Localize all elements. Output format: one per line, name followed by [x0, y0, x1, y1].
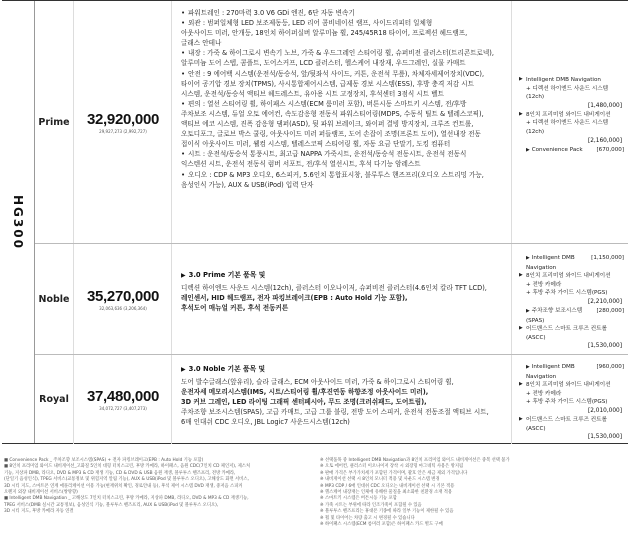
footnote-line: (단일기 음성인식), TPEG 서비스(교통정보 및 위험지역 알림 기능), AUX & USB(iPod 및 블루투스 오디오), 고해상도 화면 서비스,	[4, 477, 249, 483]
triangle-icon: ▶	[526, 256, 530, 261]
model-cell	[2, 1, 35, 443]
footnote-line: TPEG 서비스(DMB 실시간 교통정보), 음성인식 기능, 블루투스 핸즈프리, AUX & USB(iPod 및 블루투스 오디오),	[4, 502, 219, 508]
trim-name: Prime	[35, 1, 74, 243]
option-price: [2,210,000]	[587, 298, 622, 305]
footnote-line: ※ MP3 CDP / 6매 인대쉬 CDC 오디오는 내비게이션 선택 시 기본 적용	[320, 483, 455, 489]
option-label: Intelligent DMB Navigation	[526, 255, 575, 271]
option-item	[519, 416, 624, 433]
feature-line: • 시트 : 운전석/동승석 통풍시트, 최고급 NAPPA 가죽시트, 운전석/동승석 전동시트, 운전석 전동식	[181, 149, 507, 159]
option-label: Intelligent DMB Navigation	[526, 364, 575, 380]
footnote-line: ※ 하이패스 시스템(ECM 룸미러 포함)은 하이패스 카드 별도 구매	[320, 522, 443, 528]
option-item	[519, 85, 624, 102]
footnote-line: 기능, 지상파 DMB, 라디오, DVD & MP3 & CD 재생 기능, CD & DVD & USB 음원 재생, 블루투스 핸즈프리, 전방 카메라,	[4, 470, 236, 476]
footnote-line: ※ 휠 및 타이어는 차량 출고 시 변경될 수 있습니다	[320, 515, 415, 521]
feature-items	[181, 283, 507, 313]
option-item	[519, 254, 624, 272]
option-item	[519, 281, 624, 290]
feature-line: 시스템, 운전석/동승석 액티브 헤드레스트, 유아용 시트 고정장치, 후석센터 3점식 시트 벨트	[181, 89, 444, 98]
feature-line: • 편의 : 열선 스티어링 휠, 하이패스 시스템(ECM 룸미러 포함), 버튼시동 스마트키 시스템, 전/후방	[181, 99, 507, 109]
option-item	[519, 398, 624, 407]
option-label: + 후방 주차 가이드 시스템(PGS)	[526, 399, 608, 406]
option-label: 8인치 프리미엄 와이드 내비게이션	[526, 273, 611, 280]
footnotes-left	[4, 458, 316, 516]
triangle-icon: ▶	[519, 416, 523, 422]
feature-line: 레인센서, HID 헤드램프, 전자 파킹브레이크(EPB : Auto Hold 기능 포함),	[181, 294, 408, 303]
option-price: [1,530,000]	[587, 343, 622, 350]
feature-list	[173, 1, 512, 243]
feature-line: • 내장 : 가죽 & 하이그로시 변속기 노브, 가죽 & 우드그레인 스티어링 휠, 슈퍼비전 클러스터(트리콘트로넥),	[181, 48, 507, 58]
triangle-icon: ▶	[519, 382, 523, 388]
option-label: + 후방 주차 가이드 시스템(PGS)	[526, 290, 608, 297]
feature-line: 후석도어 매뉴얼 커튼, 후석 전동커튼	[181, 304, 289, 313]
price-cell	[75, 244, 172, 354]
option-price: [960,000]	[596, 364, 624, 370]
footnote-line: ■ Intelligent DMB Navigation _ 고해상도 7인치 터치스크린, 후방 카메라, 지상파 DMB, 라디오, DVD & MP3 & CD 재생기능,	[4, 496, 249, 502]
option-item	[519, 363, 624, 381]
option-item	[519, 325, 624, 342]
option-item	[519, 119, 624, 136]
feature-header-text: 3.0 Prime 기본 품목 및	[188, 271, 266, 279]
feature-line: 익스텐션 시트, 운전석 전동식 럼버 서포트, 전/후석 열선시트, 후석 다기능 암레스트	[181, 160, 421, 169]
feature-line: 6매 인대쉬 CDC 오디오, JBL Logic7 사운드시스템(12ch)	[181, 418, 350, 427]
footnotes	[4, 458, 626, 556]
feature-line: 오토디포그, 글로브 박스 쿨링, 아웃사이드 미러 퍼들램프, 도어 손잡이 조명(프론트 도어), 열선내장 전동	[181, 130, 481, 139]
option-item	[519, 111, 624, 120]
option-item	[519, 272, 624, 281]
price-main: 32,920,000	[86, 110, 160, 128]
trim-row-noble	[35, 244, 628, 355]
option-list	[513, 244, 628, 354]
model-name: HG300	[11, 194, 25, 250]
feature-header	[181, 270, 507, 281]
triangle-icon: ▶	[181, 366, 186, 373]
option-label: 어드밴스드 스마트 크루즈 컨트롤(ASCC)	[526, 416, 607, 432]
option-label: 어드밴스드 스마트 크루즈 컨트롤(ASCC)	[526, 326, 607, 341]
option-label: + 전방 카메라	[526, 281, 562, 288]
feature-line: 3D 커브 그레인, LED 라이팅 그래픽 센터페시아, 무드 조명(크러쉬패드, 도어트림),	[181, 398, 427, 407]
feature-list	[173, 244, 512, 354]
triangle-icon: ▶	[519, 273, 523, 279]
feature-items	[181, 377, 507, 427]
option-item	[519, 390, 624, 399]
trim-name: Royal	[35, 355, 74, 444]
option-label: Convenience Pack	[531, 146, 583, 153]
option-label: + 디렉션 하이엔드 사운드 시스템(12ch)	[526, 120, 609, 135]
price-cell	[75, 355, 172, 444]
triangle-icon: ▶	[181, 272, 186, 279]
option-price: [280,000]	[596, 307, 624, 314]
feature-line: 주차보조 시스템, 듀얼 오토 에어컨, 속도감응형 전동식 파워스티어링(MDPS, 수동식 틸트 & 텔레스코픽),	[181, 109, 484, 118]
option-item	[519, 307, 624, 325]
feature-line: 알루미늄 도어 스텝, 콤플트, 도어스커프, LCD 클러스터, 헬스케어 내장재, 우드그레인, 실물 카매트	[181, 59, 466, 68]
price-main: 37,480,000	[86, 388, 160, 405]
option-label: 8인치 프리미엄 와이드 내비게이션	[526, 382, 611, 389]
feature-line: 타이어 공기압 경보 장치(TPMS), 사시통합제어시스템, 급제동 경보 시스템(ESS), 후방 충격 저감 시트	[181, 79, 474, 88]
feature-line: • 안전 : 9 에어백 시스템(운전석/동승석, 앞/뒷좌석 사이드, 커튼, 운전석 무릎), 차체자세제어장치(VDC),	[181, 69, 507, 79]
triangle-icon: ▶	[526, 365, 530, 370]
feature-line: 음성인식 가능), AUX & USB(iPod) 입력 단자	[181, 180, 314, 189]
triangle-icon: ▶	[519, 77, 523, 82]
option-price: [670,000]	[596, 146, 624, 153]
price-table	[2, 0, 628, 444]
footnotes-right	[320, 458, 626, 528]
footnote-line: ■ 8인치 프리미엄 와이드 내비게이션_고화질 5인치 대형 터치스크린, 후방 카메라, 하이패스, 음원 CDC(7인치 CD 체인저), 제스처	[4, 464, 251, 470]
footnote-line: 3D 시티 지도, 스마트폰 연계 애플리케이션 이용 가능(현재위치 확인, 경로안내 등), 후석 제어 시스템 DVD 재생, 중저음 스피커	[4, 483, 243, 489]
triangle-icon: ▶	[526, 147, 530, 153]
triangle-icon: ▶	[519, 111, 523, 117]
footnote-line: ※ 오토 에어컨, 클러스터 이오나이저 장착 시 외장형 마그네틱 사용은 방지됨	[320, 464, 464, 470]
triangle-icon: ▶	[526, 308, 530, 314]
footnote-line: 3D 시티 지도, 후방 카메라 자동 연결	[4, 509, 74, 515]
feature-line: 액티브 에코 시스템, 진폭 감응형 댐퍼(ASD), 뒷 파워 브레이크, 와이퍼 결빙 방지장치, 크루즈 컨트롤,	[181, 120, 474, 129]
footnote-line: ※ 선택품목 중 Intelligent DMB Navigation과 8인치 프리미엄 와이드 내비게이션은 중복 선택 불가	[320, 458, 510, 463]
price-cell	[75, 1, 172, 243]
option-price: [2,010,000]	[587, 407, 622, 414]
feature-list	[173, 355, 512, 444]
trim-row-prime	[35, 1, 628, 244]
feature-header-text: 3.0 Noble 기본 품목 및	[188, 365, 266, 373]
price-sub: 34,072,727 (3,407,273)	[99, 406, 147, 411]
feature-line: • 파워트레인 : 270마력 3.0 V6 GDi 엔진, 6단 자동 변속기	[181, 8, 507, 18]
footnote-line: 오렌지 외장 내비게이션 서비스(쌍방향)	[4, 490, 78, 496]
option-label: Intelligent DMB Navigation	[526, 77, 601, 83]
footnote-line: ■ Convenience Pack _ 주차조향 보조시스템(SPAS) + 전자 파킹브레이크(EPB : Auto Hold 기능 포함)	[4, 458, 204, 463]
option-label: 주차조향 보조시스템(SPAS)	[526, 307, 583, 324]
feature-line: 도어 발수글래스(앞유리), 슬라 글래스, ECM 아웃사이드 미러, 가죽 & 하이그로시 스티어링 휠,	[181, 378, 454, 387]
option-label: + 전방 카메라	[526, 390, 562, 397]
option-price: [2,160,000]	[587, 137, 622, 144]
option-price: [1,530,000]	[587, 434, 622, 441]
option-item	[519, 381, 624, 390]
feature-line: 접이식 아웃사이드 미러, 웰컴 시스템, 텔레스코픽 스티어링 휠, 자동 요금 단말기, 도킹 컴퓨터	[181, 140, 451, 149]
option-item	[519, 289, 624, 298]
footnote-line: ※ 헬스케어 내장재는 인체에 유해한 물질을 최소화한 친환경 소재 적용	[320, 490, 453, 496]
feature-line: 아웃사이드 미러, 안개등, 18인치 하이퍼실버 알루미늄 휠, 245/45R18 타이어, 프로젝션 헤드램프,	[181, 29, 468, 38]
price-sub: 32,063,636 (3,206,364)	[99, 305, 147, 311]
option-list	[513, 1, 628, 243]
option-price: [1,480,000]	[587, 102, 622, 109]
option-item	[519, 76, 624, 85]
feature-line: 글래스 안테나	[181, 39, 222, 48]
option-label: 8인치 프리미엄 와이드 내비게이션	[526, 111, 611, 118]
option-price: [1,150,000]	[591, 255, 624, 261]
feature-line: 주차조향 보조시스템(SPAS), 고급 카매트, 고급 그룹 블링, 전방 도어 스피커, 운전석 전동조절 액티브 시트,	[181, 408, 489, 417]
feature-line: • 오디오 : CDP & MP3 오디오, 6스피커, 5.6인치 통합표시창, 블루투스 핸즈프리(오디오 스트리밍 가능,	[181, 170, 507, 180]
trim-row-royal	[35, 355, 628, 444]
footnote-line: ※ 블루투스 핸즈프리는 휴대폰 기종에 따라 일부 기능이 제한될 수 있음	[320, 509, 454, 515]
footnote-line: ※ 내비게이션 선택 시 8인치 모니터 적용 및 사운드 시스템 변경	[320, 477, 440, 483]
price-main: 35,270,000	[86, 287, 160, 305]
feature-line: • 외관 : 범퍼일체형 LED 보조제동등, LED 리어 콤비네이션 램프, 사이드리피터 일체형	[181, 18, 507, 28]
feature-line: 디렉션 하이엔드 사운드 시스템(12ch), 클러스터 이오나이저, 슈퍼비전 클러스터(4.6인치 칼라 TFT LCD),	[181, 284, 487, 293]
footnote-line: ※ 판매 가격은 부가가치세가 포함된 가격이며, 괄호 안은 세금 제외 가격입니다	[320, 470, 468, 476]
footnote-line: ※ 스마트키 시스템은 버튼시동 기능 포함	[320, 496, 397, 502]
price-sub: 29,927,273 (2,992,727)	[99, 128, 147, 134]
triangle-icon: ▶	[519, 326, 523, 332]
feature-header	[181, 364, 507, 375]
trim-name: Noble	[35, 244, 74, 354]
option-item	[519, 146, 624, 156]
feature-items	[181, 8, 507, 190]
footnote-line: ※ 가죽 시트는 부위에 따라 인조가죽이 포함될 수 있음	[320, 502, 422, 508]
option-label: + 디렉션 하이엔드 사운드 시스템(12ch)	[526, 85, 609, 101]
feature-line: 운전자세 메모리시스템(IMS, 시트/스티어링 휠/후진연동 하향조정 아웃사이드 미러),	[181, 388, 429, 397]
option-list	[513, 355, 628, 444]
